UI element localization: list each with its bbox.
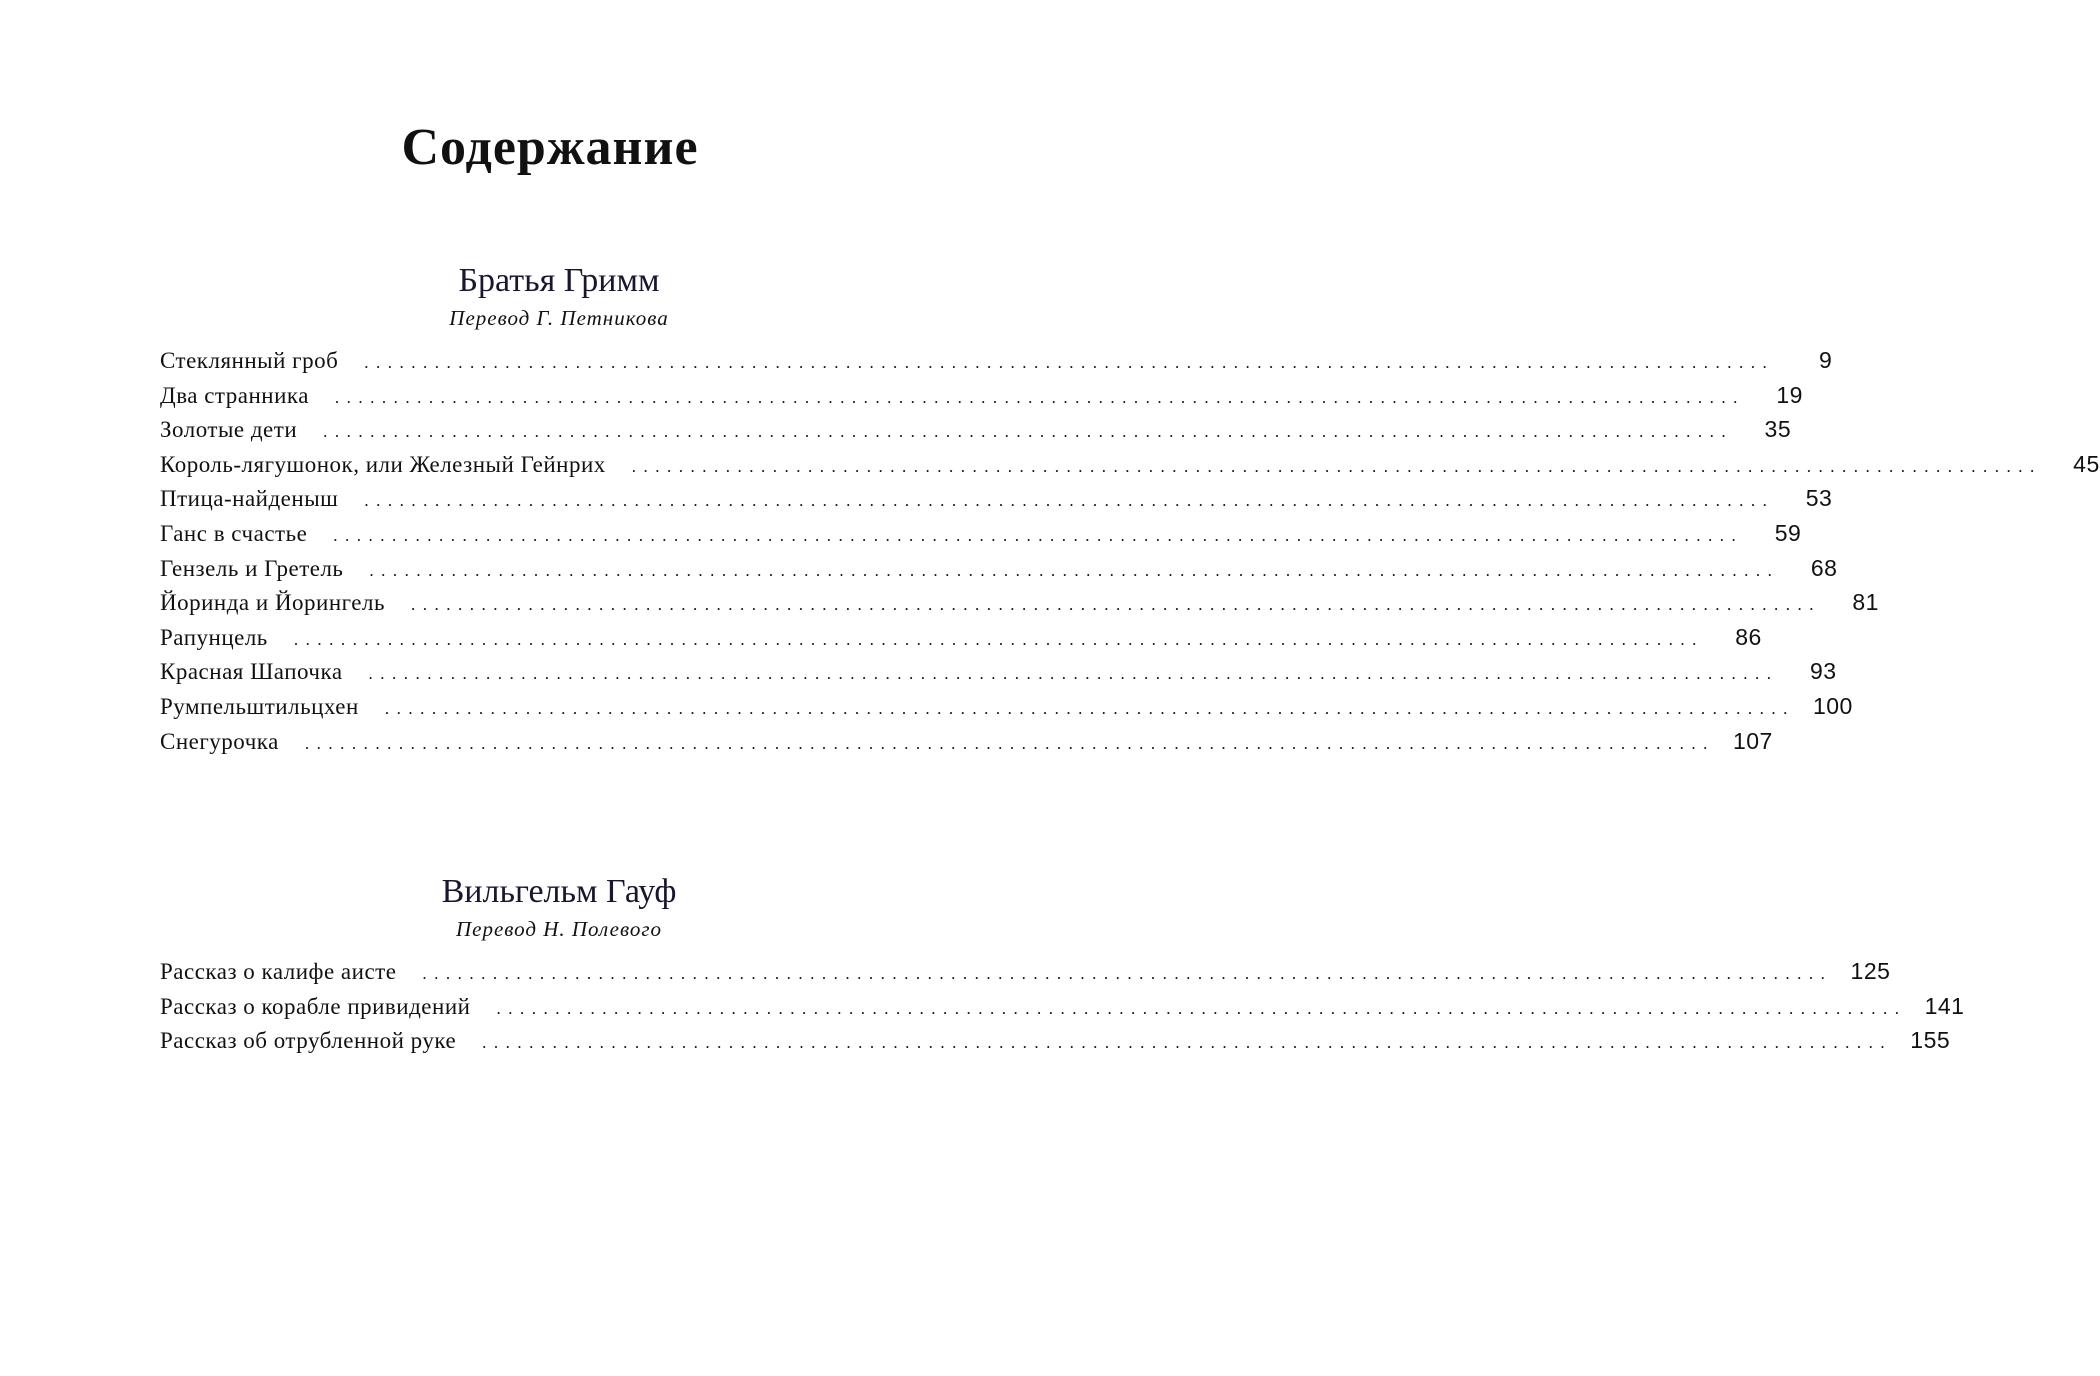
dot-leader: ........................................................................................................................ <box>368 664 1779 684</box>
toc-entry-page: 68 <box>1810 554 1838 581</box>
toc-entry-title: Ганс в счастье <box>160 520 308 546</box>
dot-leader: ........................................................................................................................ <box>304 733 1715 753</box>
toc-entry-title: Золотые дети <box>160 417 298 443</box>
toc-entry-title: Красная Шапочка <box>160 659 343 685</box>
section-translator: Перевод Н. Полевого <box>455 917 663 941</box>
toc-entry-title: Снегурочка <box>160 728 279 754</box>
toc-entry-title: Рассказ о корабле привидений <box>160 993 471 1019</box>
section-translator: Перевод Г. Петникова <box>449 306 669 330</box>
toc-entry[interactable] <box>160 992 1965 1028</box>
dot-leader: ........................................................................................................................ <box>333 525 1744 545</box>
toc-entry[interactable] <box>160 958 1891 993</box>
dot-leader: ........................................................................................................................ <box>482 1033 1893 1053</box>
toc-entry[interactable] <box>160 692 1853 728</box>
dot-leader: ........................................................................................................................ <box>422 964 1833 983</box>
toc-entry-page: 155 <box>1910 1027 1951 1054</box>
toc-entry[interactable] <box>160 347 1833 382</box>
dot-leader: ........................................................................................................................ <box>293 629 1704 649</box>
dot-leader: ........................................................................................................................ <box>631 456 2042 476</box>
toc-list <box>160 347 2100 762</box>
toc-entry-title: Рапунцель <box>160 624 268 650</box>
toc-entry[interactable] <box>160 1027 1951 1062</box>
toc-entry-page: 53 <box>1805 485 1833 512</box>
toc-entry-page: 59 <box>1774 519 1802 546</box>
toc-entry[interactable] <box>160 623 1762 659</box>
section-heading: Вильгельм Гауф <box>441 873 677 910</box>
toc-entry-page: 141 <box>1924 992 1965 1019</box>
toc-entry-title: Два странника <box>160 382 309 408</box>
toc-entry-page: 35 <box>1764 416 1792 443</box>
dot-leader: ........................................................................................................................ <box>364 353 1775 372</box>
toc-entry-page: 86 <box>1735 623 1762 650</box>
section-heading: Братья Гримм <box>458 262 660 299</box>
page-title: Содержание <box>401 119 699 176</box>
section-grimm <box>160 262 2100 762</box>
dot-leader: ........................................................................................................................ <box>496 998 1907 1018</box>
toc-entry-page: 19 <box>1776 381 1803 408</box>
toc-entry[interactable] <box>160 727 1773 763</box>
section-hauff <box>160 873 1965 1062</box>
toc-entry[interactable] <box>160 381 1803 417</box>
toc-entry[interactable] <box>160 519 1802 555</box>
toc-entry-title: Рассказ о калифе аисте <box>160 959 397 984</box>
toc-entry[interactable] <box>160 485 1833 520</box>
toc-entry-page: 81 <box>1852 589 1879 616</box>
toc-entry[interactable] <box>160 658 1837 693</box>
toc-entry-title: Стеклянный гроб <box>160 348 339 373</box>
dot-leader: ........................................................................................................................ <box>364 491 1775 511</box>
toc-entry-page: 93 <box>1809 658 1837 685</box>
toc-entry[interactable] <box>160 554 1838 590</box>
toc-entry[interactable] <box>160 450 2100 486</box>
toc-entry[interactable] <box>160 416 1792 451</box>
dot-leader: ........................................................................................................................ <box>334 387 1745 407</box>
dot-leader: ........................................................................................................................ <box>410 595 1821 615</box>
toc-entry-page: 9 <box>1819 347 1833 373</box>
toc-entry-title: Птица-найденыш <box>160 486 339 512</box>
toc-entry-title: Король-лягушонок, или Железный Гейнрих <box>160 451 606 477</box>
toc-entry-title: Гензель и Гретель <box>160 555 344 581</box>
toc-entry-page: 107 <box>1732 727 1773 754</box>
toc-entry-title: Йоринда и Йорингель <box>160 590 385 616</box>
toc-entry-page: 125 <box>1850 958 1891 984</box>
dot-leader: ........................................................................................................................ <box>384 698 1795 718</box>
dot-leader: ........................................................................................................................ <box>323 422 1734 442</box>
toc-entry-page: 100 <box>1812 692 1853 719</box>
toc-entry[interactable] <box>160 589 1879 624</box>
dot-leader: ........................................................................................................................ <box>369 560 1780 580</box>
toc-entry-page: 45 <box>2073 450 2100 477</box>
toc-entry-title: Румпельштильцхен <box>160 693 359 719</box>
toc-list <box>160 958 1965 1062</box>
toc-entry-title: Рассказ об отрубленной руке <box>160 1028 457 1054</box>
